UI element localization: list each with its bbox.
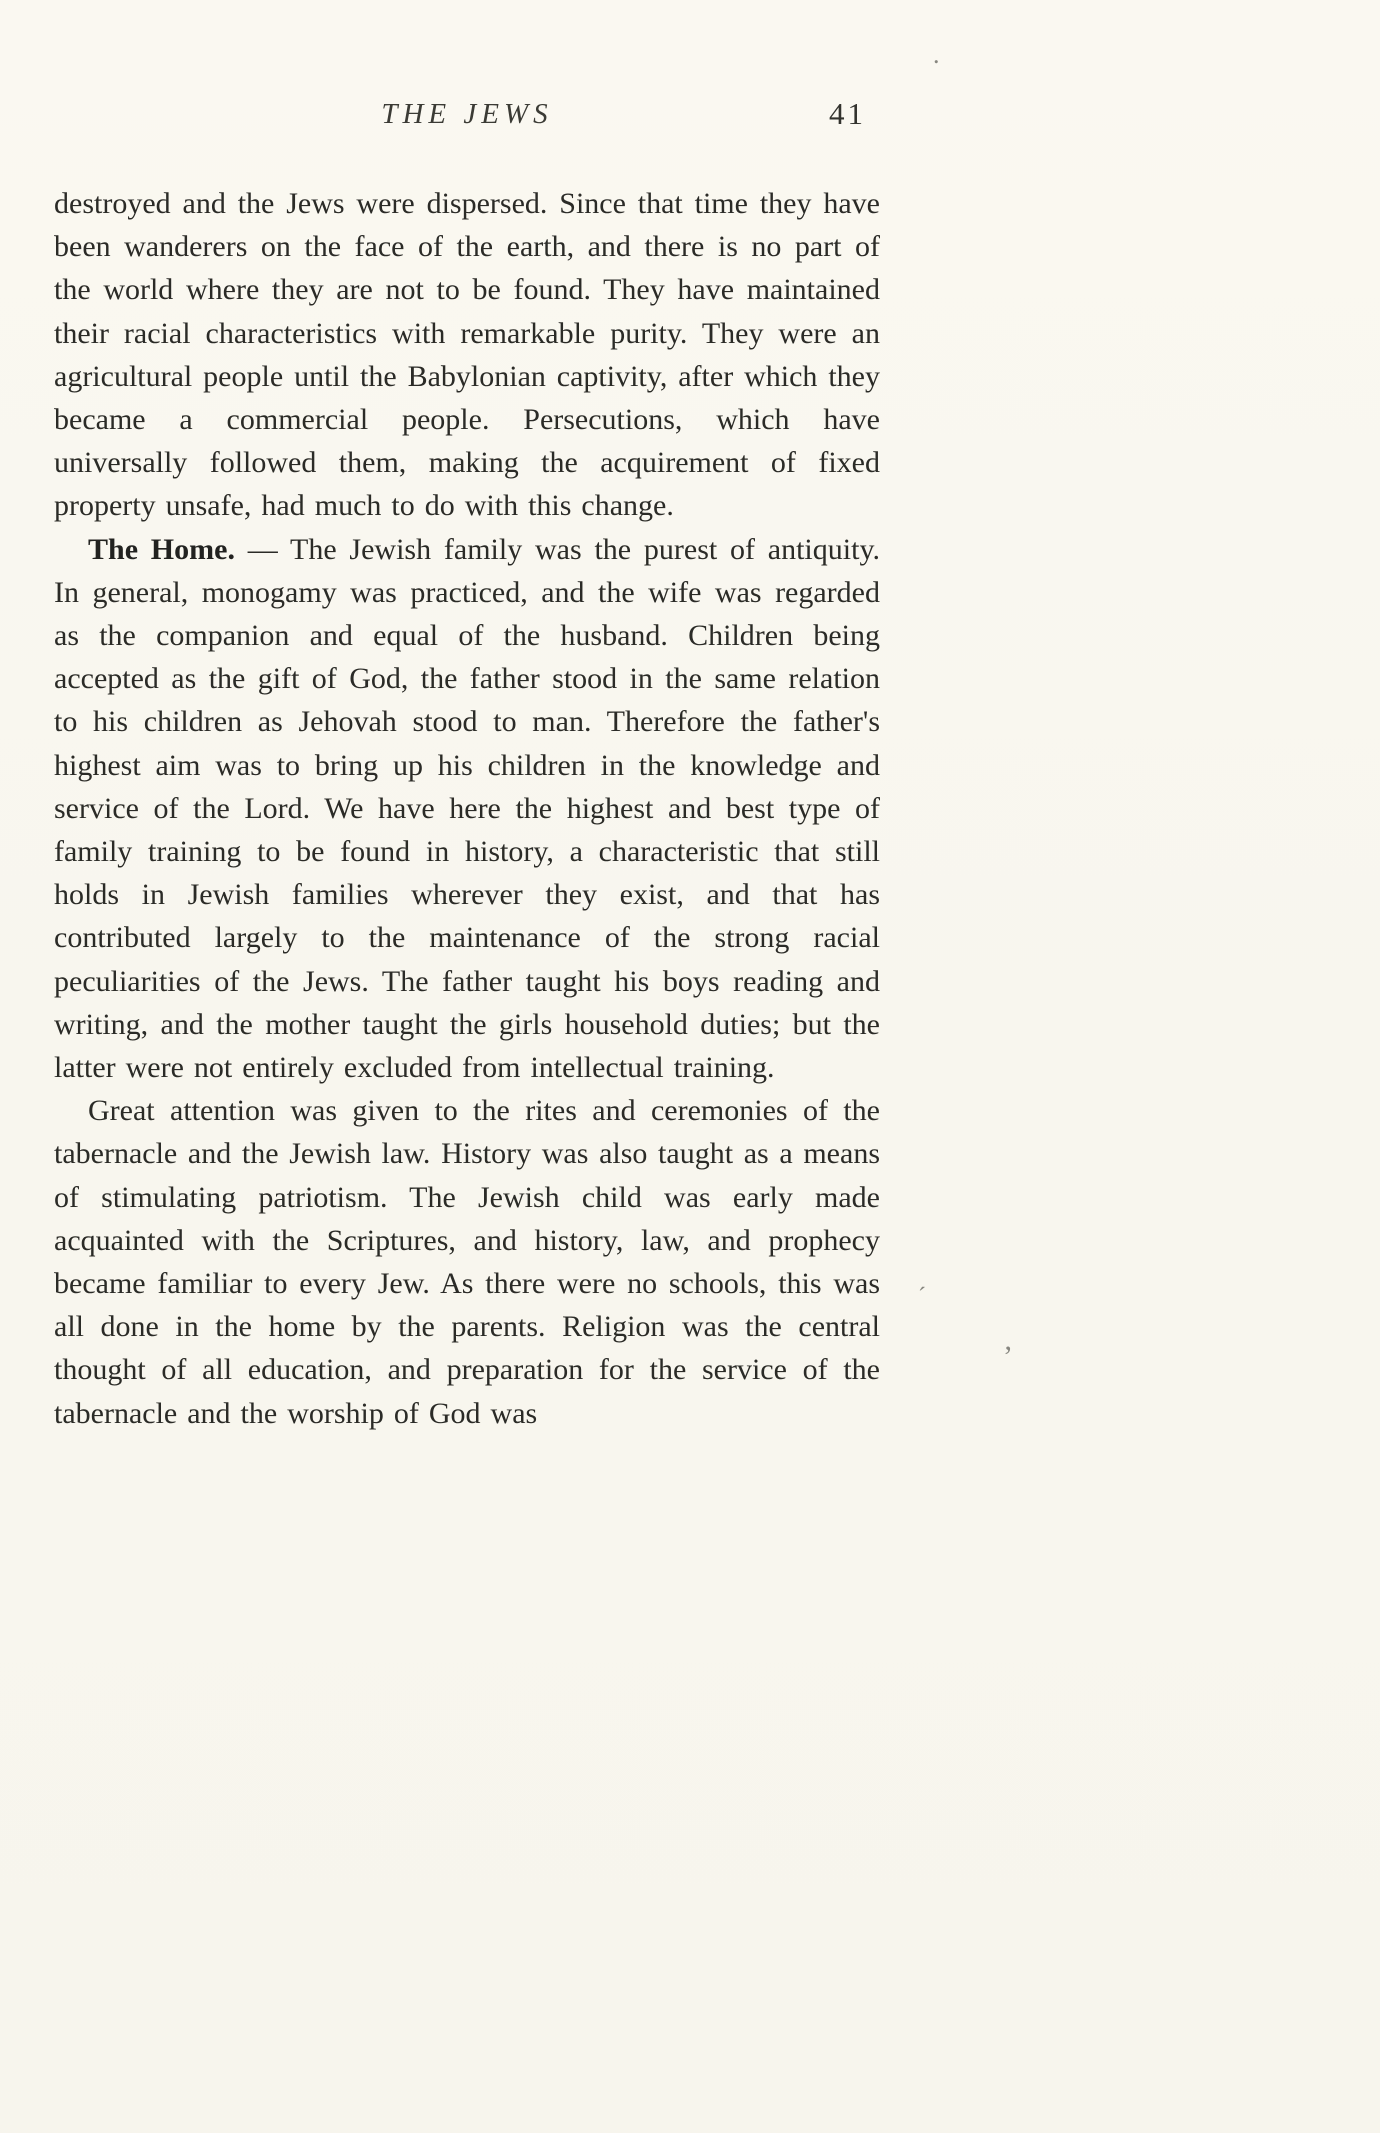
- page-body: [54, 182, 880, 1435]
- paragraph-lead: The Home.: [88, 532, 235, 566]
- paragraph-text: Great attention was given to the rites and ceremonies of the tabernacle and the Jewish law. History was also taught as a means of stimulating patriotism. The Jewish child was early made acquainted with the Scriptures, and history, law, and prophecy became familiar to every Jew. As there were no schools, this was all done in the home by the parents. Religion was the central thought of all education, and preparation for the service of the tabernacle and the worship of God was: [54, 1094, 880, 1430]
- scan-speck: .: [933, 40, 940, 69]
- page-number: 41: [829, 96, 866, 131]
- scan-speck: ´: [918, 1284, 926, 1310]
- paragraph-education: [54, 1089, 880, 1435]
- paragraph-the-home: [54, 528, 880, 1090]
- text-block: [54, 98, 880, 1435]
- paragraph-text: — The Jewish family was the purest of antiquity. In general, monogamy was practiced, and the wife was regarded as the companion and equal of the husband. Children being accepted as the gift of God, the father stood in the same relation to his children as Jehovah stood to man. Therefore the father's highest aim was to bring up his children in the knowledge and service of the Lord. We have here the highest and best type of family training to be found in history, a characteristic that still holds in Jewish families wherever they exist, and that has contributed largely to the maintenance of the strong racial peculiarities of the Jews. The father taught his boys reading and writing, and the mother taught the girls household duties; but the latter were not entirely excluded from intellectual training.: [54, 532, 880, 1085]
- scan-speck: ’: [1003, 1340, 1013, 1373]
- page-header: [54, 98, 880, 150]
- paragraph-text: destroyed and the Jews were dispersed. Since that time they have been wanderers on the face of the earth, and there is no part of the world where they are not to be found. They have maintained their racial characteristics with remarkable purity. They were an agricultural people until the Babylonian captivity, after which they became a commercial people. Persecutions, which have universally followed them, making the acquirement of fixed property unsafe, had much to do with this change.: [54, 187, 880, 523]
- paragraph-continuation: [54, 182, 880, 528]
- running-title: THE JEWS: [381, 98, 553, 130]
